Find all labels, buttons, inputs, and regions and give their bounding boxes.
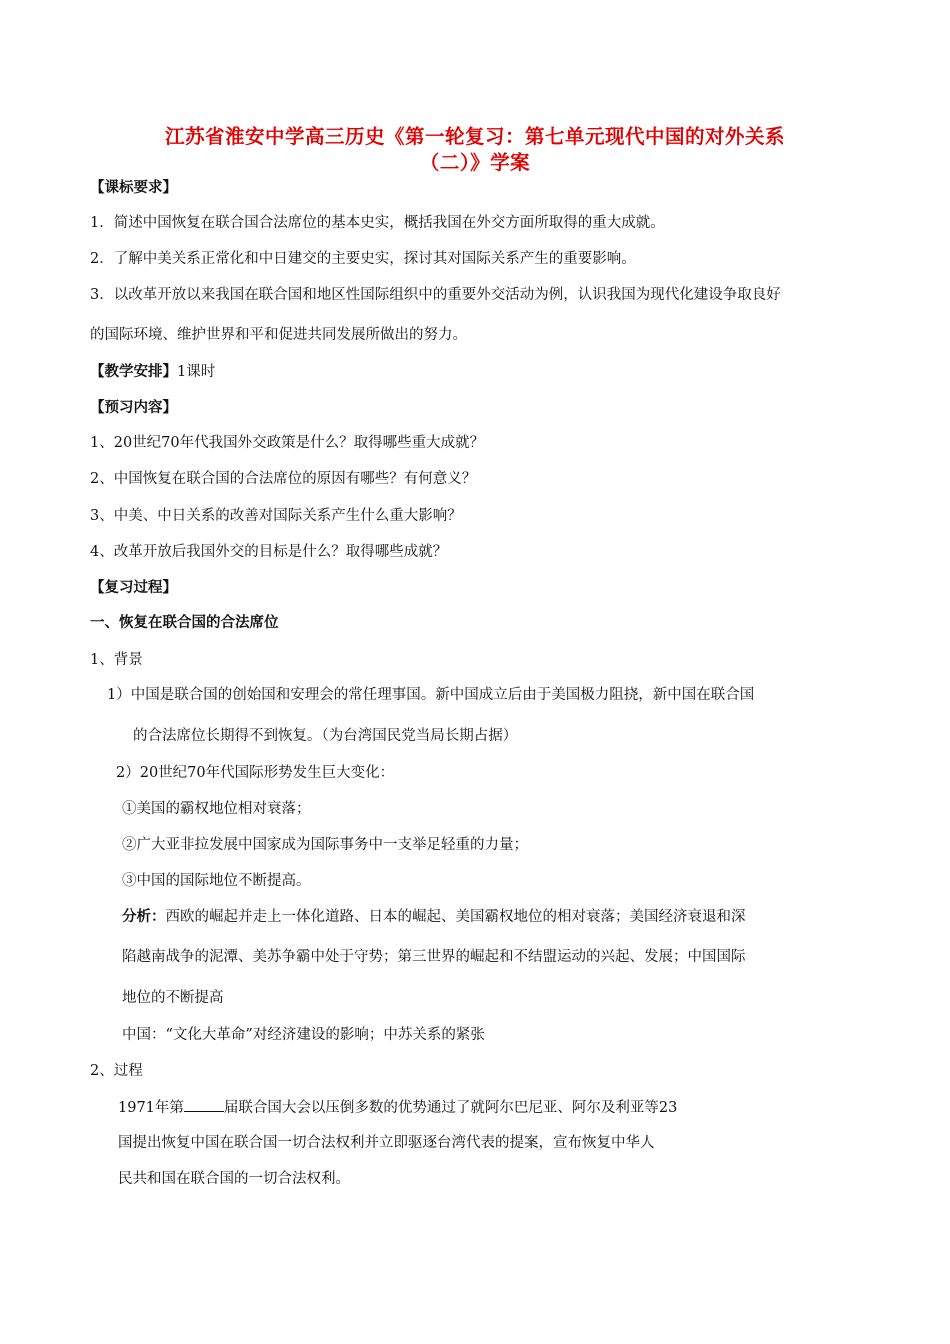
preview-item: 4、改革开放后我国外交的目标是什么？取得哪些成就？ (90, 544, 448, 560)
schedule-value: 1课时 (177, 364, 216, 380)
analysis-line-1 (122, 907, 746, 927)
preview-item: 1、20世纪70年代我国外交政策是什么？取得哪些重大成就？ (90, 435, 485, 451)
part1-heading: 一、恢复在联合国的合法席位 (90, 614, 279, 631)
standard-item-continued: 的国际环境、维护世界和平和促进共同发展所做出的努力。 (90, 327, 467, 343)
standard-item: 2．了解中美关系正常化和中日建交的主要史实，探讨其对国际关系产生的重要影响。 (90, 251, 636, 267)
review-heading: 【复习过程】 (90, 579, 177, 596)
standard-item: 1．简述中国恢复在联合国合法席位的基本史实，概括我国在外交方面所取得的重大成就。 (90, 215, 665, 231)
analysis-text: 西欧的崛起并走上一体化道路、日本的崛起、美国霸权地位的相对衰落；美国经济衰退和深 (165, 909, 746, 925)
background-point-1-continued: 的合法席位长期得不到恢复。（为台湾国民党当局长期占据） (133, 728, 518, 744)
background-point-2: 2）20世纪70年代国际形势发生巨大变化： (116, 765, 395, 781)
analysis-line-2: 陷越南战争的泥潭、美苏争霸中处于守势；第三世界的崛起和不结盟运动的兴起、发展；中国国际 (122, 949, 746, 965)
process-line-2: 国提出恢复中国在联合国一切合法权利并立即驱逐台湾代表的提案，宣布恢复中华人 (118, 1135, 655, 1151)
process-line-1 (118, 1097, 677, 1118)
change-item: ③中国的国际地位不断提高。 (122, 873, 311, 889)
china-factors-line: 中国：“文化大革命”对经济建设的影响；中苏关系的紧张 (122, 1027, 485, 1043)
standards-heading: 【课标要求】 (90, 179, 177, 196)
process-label: 2、过程 (90, 1063, 143, 1079)
preview-item: 3、中美、中日关系的改善对国际关系产生什么重大影响？ (90, 508, 462, 524)
preview-heading: 【预习内容】 (90, 399, 177, 416)
background-label: 1、背景 (90, 652, 143, 668)
preview-item: 2、中国恢复在联合国的合法席位的原因有哪些？有何意义？ (90, 471, 477, 487)
schedule-heading: 【教学安排】 (90, 363, 177, 380)
fill-in-blank[interactable] (184, 1097, 224, 1112)
analysis-line-3: 地位的不断提高 (122, 990, 224, 1006)
background-point-1: 1）中国是联合国的创始国和安理会的常任理事国。新中国成立后由于美国极力阻挠，新中国在联合国 (107, 687, 755, 703)
process-year: 1971年第 (118, 1100, 184, 1116)
document-title-line-2: （二）》学案 (419, 151, 531, 174)
document-title-line-1: 江苏省淮安中学高三历史《第一轮复习：第七单元现代中国的对外关系 (164, 125, 785, 148)
process-text: 届联合国大会以压倒多数的优势通过了就阿尔巴尼亚、阿尔及利亚等23 (223, 1100, 678, 1116)
schedule-line (90, 362, 215, 382)
standard-item: 3．以改革开放以来我国在联合国和地区性国际组织中的重要外交活动为例，认识我国为现代化建设争取良好 (90, 287, 781, 303)
change-item: ①美国的霸权地位相对衰落； (122, 801, 311, 817)
process-line-3: 民共和国在联合国的一切合法权利。 (118, 1171, 350, 1187)
change-item: ②广大亚非拉发展中国家成为国际事务中一支举足轻重的力量； (122, 837, 528, 853)
analysis-label: 分析： (122, 908, 166, 925)
